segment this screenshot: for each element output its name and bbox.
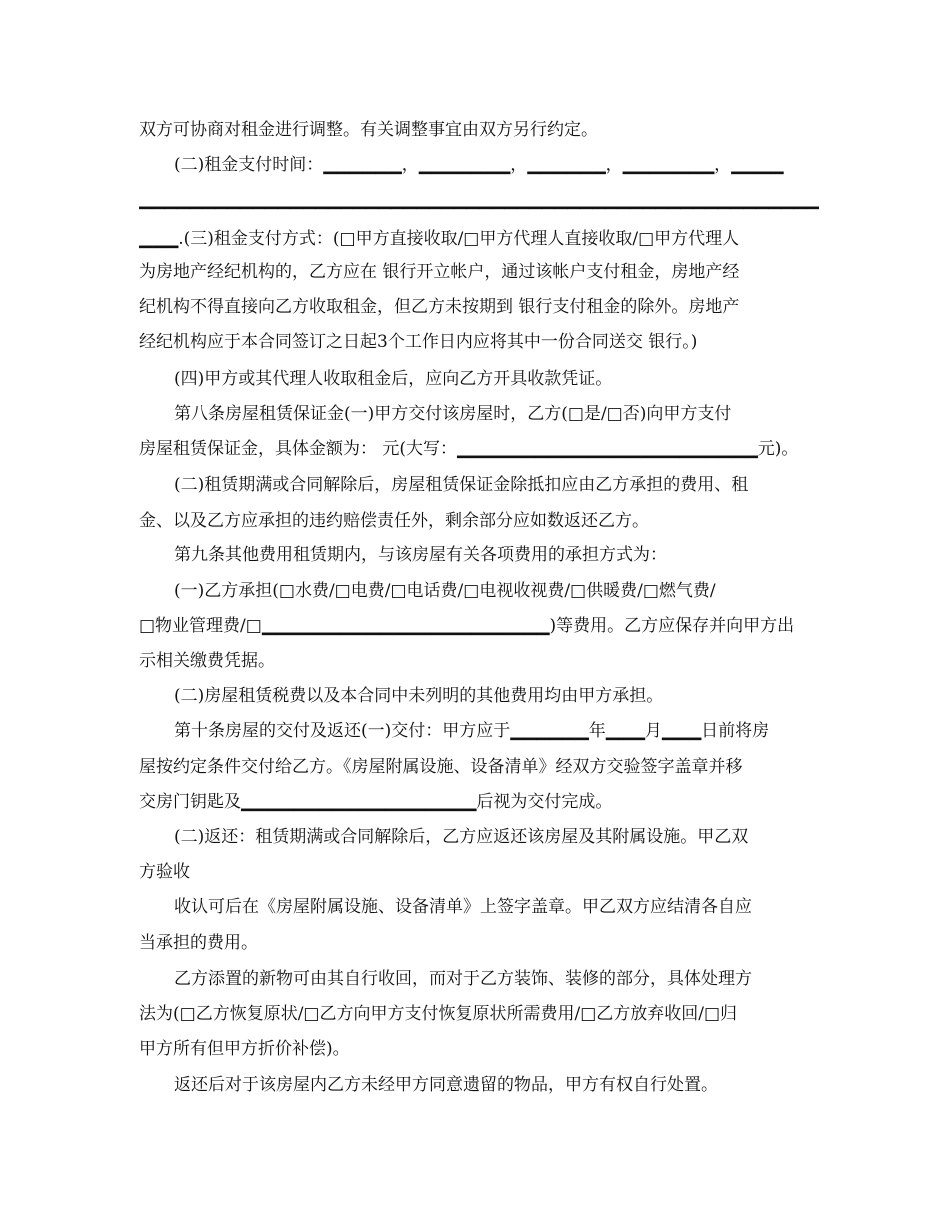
text-line: 示相关缴费凭据。	[139, 651, 275, 671]
text-line: 第九条其他费用租赁期内，与该房屋有关各项费用的承担方式为：	[174, 545, 667, 565]
text-line: 方验收	[139, 862, 190, 882]
text-line: 交房门钥匙及▁▁▁▁▁▁▁▁▁▁▁▁▁▁▁▁▁▁后视为交付完成。	[139, 792, 613, 812]
text-line: 经纪机构应于本合同签订之日起3个工作日内应将其中一份合同送交 银行。)	[139, 332, 698, 352]
text-line: □物业管理费/□▁▁▁▁▁▁▁▁▁▁▁▁▁▁▁▁▁▁▁▁▁▁)等费用。乙方应保存并向甲方出	[139, 616, 795, 636]
text-line: 乙方添置的新物可由其自行收回，而对于乙方装饰、装修的部分，具体处理方	[174, 969, 752, 989]
text-line: (二)房屋租赁税费以及本合同中未列明的其他费用均由甲方承担。	[174, 686, 664, 706]
text-line: 纪机构不得直接向乙方收取租金，但乙方未按期到 银行支付租金的除外。房地产	[139, 297, 740, 317]
text-line: 当承担的费用。	[139, 933, 258, 953]
text-line: 收认可后在《房屋附属设施、设备清单》上签字盖章。甲乙双方应结清各自应	[174, 897, 752, 917]
text-line: 返还后对于该房屋内乙方未经甲方同意遗留的物品，甲方有权自行处置。	[174, 1075, 718, 1095]
text-line: (二)返还：租赁期满或合同解除后，乙方应返还该房屋及其附属设施。甲乙双	[174, 827, 749, 847]
text-line: ▁▁▁▁▁▁▁▁▁▁▁▁▁▁▁▁▁▁▁▁▁▁▁▁▁▁▁▁▁▁▁▁▁▁▁▁▁▁▁▁▁▁▁▁▁▁▁▁▁▁▁▁▁▁	[139, 190, 819, 210]
text-line: 第八条房屋租赁保证金(一)甲方交付该房屋时，乙方(□是/□否)向甲方支付	[174, 404, 732, 424]
text-line: 为房地产经纪机构的，乙方应在 银行开立帐户，通过该帐户支付租金，房地产经	[139, 262, 740, 282]
text-line: (一)乙方承担(□水费/□电费/□电话费/□电视收视费/□供暖费/□燃气费/	[174, 581, 716, 601]
text-line: 金、以及乙方应承担的违约赔偿责任外，剩余部分应如数返还乙方。	[139, 511, 649, 531]
text-line: 第十条房屋的交付及返还(一)交付：甲方应于▁▁▁▁▁▁年▁▁▁月▁▁▁日前将房	[174, 721, 770, 741]
text-line: 房屋租赁保证金，具体金额为： 元(大写：▁▁▁▁▁▁▁▁▁▁▁▁▁▁▁▁▁▁▁▁▁▁▁元)。	[139, 439, 799, 459]
text-line: 屋按约定条件交付给乙方。《房屋附属设施、设备清单》经双方交验签字盖章并移	[139, 757, 743, 777]
text-line: 法为(□乙方恢复原状/□乙方向甲方支付恢复原状所需费用/□乙方放弃收回/□归	[139, 1004, 738, 1024]
text-line: (二)租赁期满或合同解除后，房屋租赁保证金除抵扣应由乙方承担的费用、租	[174, 475, 749, 495]
text-line: 双方可协商对租金进行调整。有关调整事宜由双方另行约定。	[139, 120, 598, 140]
text-line: ▁▁▁.(三)租金支付方式：(□甲方直接收取/□甲方代理人直接收取/□甲方代理人	[139, 229, 740, 249]
text-line: 甲方所有但甲方折价补偿)。	[139, 1039, 350, 1059]
text-line: (四)甲方或其代理人收取租金后，应向乙方开具收款凭证。	[174, 369, 613, 389]
text-line: (二)租金支付时间：▁▁▁▁▁▁，▁▁▁▁▁▁▁，▁▁▁▁▁▁，▁▁▁▁▁▁▁，▁▁▁▁	[174, 155, 784, 175]
